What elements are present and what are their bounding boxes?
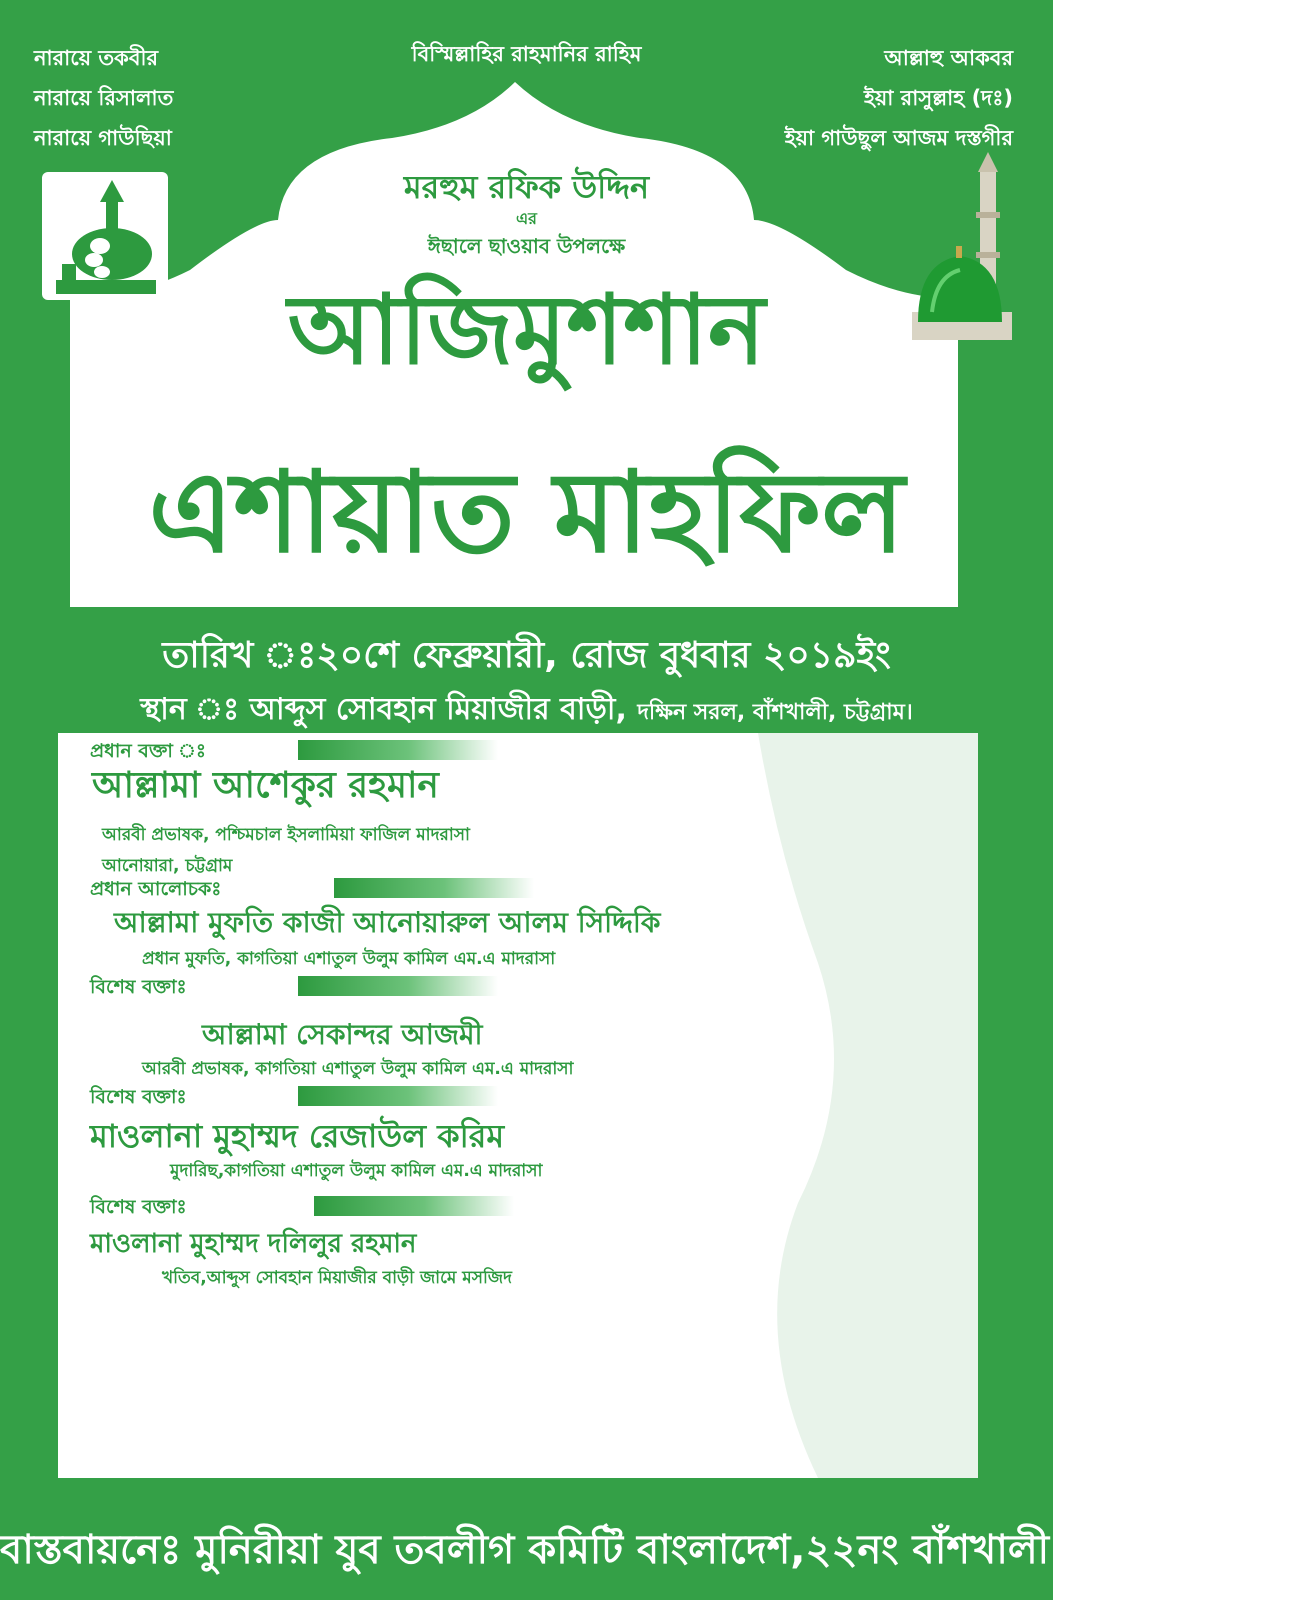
speaker-3-bar bbox=[298, 976, 498, 996]
speaker-5-name: মাওলানা মুহাম্মদ দলিলুর রহমান bbox=[90, 1229, 417, 1259]
connector-text: এর bbox=[516, 209, 537, 228]
slogan-left-3: নারায়ে গাউছিয়া bbox=[34, 126, 172, 150]
slogan-right-1: আল্লাহু আকবর bbox=[884, 46, 1013, 70]
slogan-left-1: নারায়ে তকবীর bbox=[34, 46, 159, 70]
speaker-3-detail-1: আরবী প্রভাষক, কাগতিয়া এশাতুল উলুম কামিল এম.এ মাদরাসা bbox=[142, 1059, 574, 1079]
speakers-card bbox=[58, 733, 978, 1478]
event-place-main: স্থান ঃ আব্দুস সোবহান মিয়াজীর বাড়ী, bbox=[140, 692, 627, 727]
speaker-4 bbox=[58, 1083, 978, 1185]
main-title-1: আজিমুশশান bbox=[287, 274, 766, 386]
speaker-3-name: আল্লামা সেকান্দর আজমী bbox=[202, 1018, 483, 1051]
event-place bbox=[0, 685, 1053, 736]
speaker-2-name: আল্লামা মুফতি কাজী আনোয়ারুল আলম সিদ্দিকি bbox=[114, 906, 661, 939]
speaker-3 bbox=[58, 973, 978, 1083]
speaker-5-detail-1: খতিব,আব্দুস সোবহান মিয়াজীর বাড়ী জামে মসজিদ bbox=[162, 1268, 512, 1288]
deceased-name: মরহুম রফিক উদ্দিন bbox=[403, 168, 650, 206]
speaker-2-bar bbox=[334, 878, 534, 898]
speaker-5-bar bbox=[314, 1196, 514, 1216]
slogan-right-3: ইয়া গাউছুল আজম দস্তগীর bbox=[784, 126, 1013, 150]
speaker-4-detail-1: মুদারিছ,কাগতিয়া এশাতুল উলুম কামিল এম.এ মাদরাসা bbox=[170, 1161, 543, 1181]
event-place-area: দক্ষিন সরল, বাঁশখালী, চট্টগ্রাম। bbox=[637, 700, 913, 725]
speaker-4-bar bbox=[298, 1086, 498, 1106]
speaker-3-role: বিশেষ বক্তাঃ bbox=[90, 976, 187, 998]
speaker-2 bbox=[58, 875, 978, 973]
speaker-2-role: প্রধান আলোচকঃ bbox=[90, 878, 222, 900]
speaker-4-name: মাওলানা মুহাম্মদ রেজাউল করিম bbox=[90, 1117, 505, 1155]
main-title-2: এশায়াত মাহফিল bbox=[148, 448, 905, 578]
speaker-1-bar bbox=[298, 740, 498, 760]
occasion-text: ঈছালে ছাওয়াব উপলক্ষে bbox=[427, 234, 626, 258]
speaker-1-detail-1: আরবী প্রভাষক, পশ্চিমচাল ইসলামিয়া ফাজিল মাদরাসা bbox=[102, 825, 470, 845]
slogan-right-2: ইয়া রাসুল্লাহ (দঃ) bbox=[863, 86, 1013, 110]
event-date: তারিখ ঃ২০শে ফেব্রুয়ারী, রোজ বুধবার ২০১৯ইং bbox=[162, 635, 891, 676]
bismillah-text: বিস্মিল্লাহির রাহমানির রাহিম bbox=[411, 42, 642, 66]
speaker-5-role: বিশেষ বক্তাঃ bbox=[90, 1196, 187, 1218]
speaker-1-role: প্রধান বক্তা ঃ bbox=[90, 740, 207, 762]
speaker-1-detail-2: আনোয়ারা, চট্টগ্রাম bbox=[102, 856, 233, 876]
speaker-5 bbox=[58, 1193, 978, 1293]
speaker-2-detail-1: প্রধান মুফতি, কাগতিয়া এশাতুল উলুম কামিল এম.এ মাদরাসা bbox=[142, 949, 556, 969]
slogan-left-2: নারায়ে রিসালাত bbox=[34, 86, 174, 110]
organizer-footer: বাস্তবায়নেঃ মুনিরীয়া যুব তবলীগ কমিটি বাংলাদেশ,২২নং বাঁশখালী পৌরসভা শাখা bbox=[0, 1527, 1295, 1573]
speaker-4-role: বিশেষ বক্তাঃ bbox=[90, 1086, 187, 1108]
speaker-1 bbox=[58, 737, 978, 881]
speaker-1-name: আল্লামা আশেকুর রহমান bbox=[92, 765, 439, 806]
